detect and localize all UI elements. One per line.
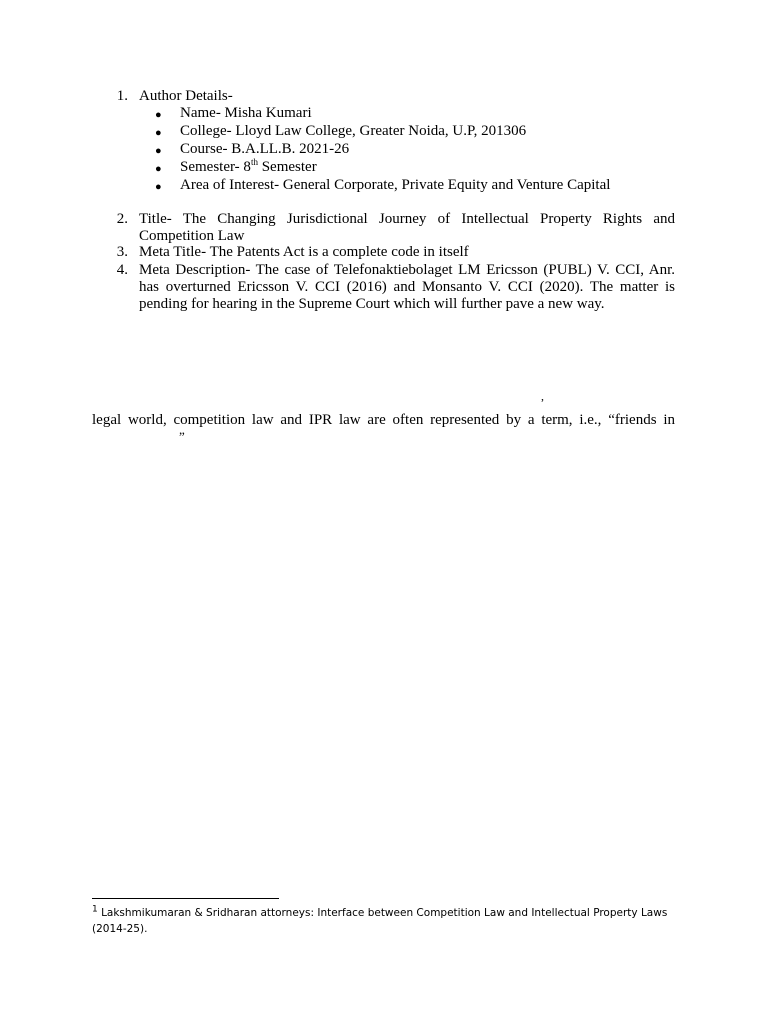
meta-description-line: Meta Description- The case of Telefonaktiebolaget LM Ericsson (PUBL) V. CCI, Anr. <box>139 262 675 278</box>
meta-title: Meta Title- The Patents Act is a complete code in itself <box>139 244 469 260</box>
title-line: Title- The Changing Jurisdictional Journey of Intellectual Property Rights and <box>139 211 675 227</box>
semester-prefix: Semester- 8 <box>180 159 251 175</box>
bullet-icon: ● <box>155 163 162 175</box>
meta-description-line: has overturned Ericsson V. CCI (2016) and Monsanto V. CCI (2020). The matter is <box>139 279 675 295</box>
author-semester <box>180 159 317 176</box>
list-number: 1. <box>116 88 128 104</box>
closing-quote: ” <box>179 429 185 444</box>
footnote-text: Lakshmikumaran & Sridharan attorneys: Interface between Competition Law and Intellectual Property Laws <box>97 907 668 919</box>
author-course: Course- B.A.LL.B. 2021-26 <box>180 141 350 157</box>
author-college: College- Lloyd Law College, Greater Noida, U.P, 201306 <box>180 123 527 139</box>
title-item <box>139 211 675 245</box>
footnote-marker: 1 <box>92 904 98 915</box>
meta-description <box>139 262 675 313</box>
footnote <box>92 905 692 937</box>
author-details-label: Author Details- <box>139 88 233 104</box>
list-number: 4. <box>116 262 128 278</box>
author-name: Name- Misha Kumari <box>180 105 312 121</box>
bullet-icon: ● <box>155 145 162 157</box>
bullet-icon: ● <box>155 109 162 121</box>
stray-comma: , <box>541 389 544 403</box>
body-paragraph-line: legal world, competition law and IPR law are often represented by a term, i.e., “friends in <box>92 412 675 428</box>
footnote-separator <box>92 898 279 899</box>
semester-suffix: Semester <box>257 159 317 175</box>
list-number: 2. <box>116 211 128 227</box>
meta-description-line: pending for hearing in the Supreme Court which will further pave a new way. <box>139 296 605 312</box>
author-interest: Area of Interest- General Corporate, Private Equity and Venture Capital <box>180 177 611 193</box>
footnote-line: (2014-25). <box>92 923 148 935</box>
title-line: Competition Law <box>139 228 245 244</box>
list-number: 3. <box>116 244 128 260</box>
bullet-icon: ● <box>155 181 162 193</box>
bullet-icon: ● <box>155 127 162 139</box>
semester-superscript: th <box>250 157 258 167</box>
footnote-line <box>92 905 692 921</box>
